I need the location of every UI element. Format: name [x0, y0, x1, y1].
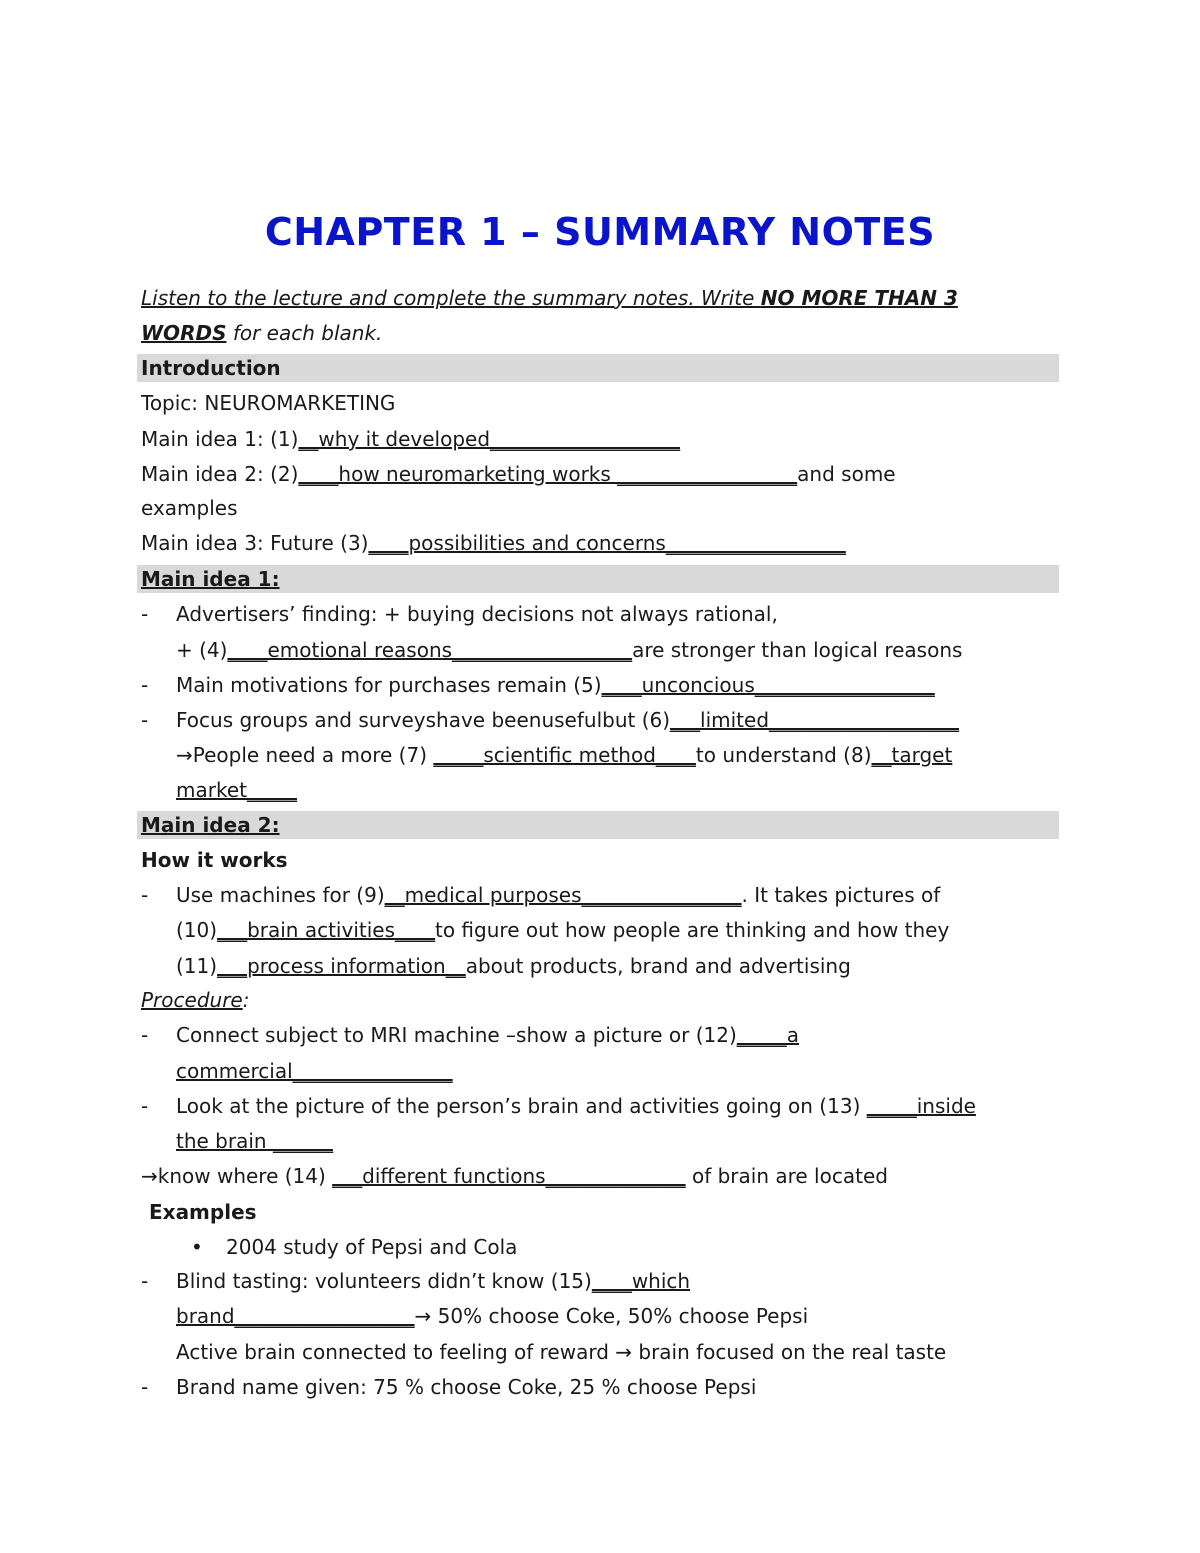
dash-marker: -	[141, 602, 149, 626]
procedure-heading: Procedure:	[141, 988, 250, 1012]
bullet-marker: •	[191, 1235, 203, 1259]
instructions-line-2	[141, 319, 382, 347]
section-heading-introduction: Introduction	[137, 354, 1059, 382]
answer-10: ___brain activities____	[217, 918, 435, 942]
main-idea-2-line: Main idea 2: (2)____how neuromarketing works __________________and some	[141, 462, 896, 486]
instructions-line-1	[141, 284, 958, 312]
brand-result-line: brand__________________→ 50% choose Coke, 50% choose Pepsi	[176, 1304, 809, 1328]
answer-15: ____which	[591, 1269, 691, 1293]
section-heading-main-idea-2: Main idea 2:	[137, 811, 1059, 839]
dash-marker: -	[141, 673, 149, 697]
answer-5: ____unconcious__________________	[601, 673, 935, 697]
blind-tasting-line: Blind tasting: volunteers didn’t know (15)____which	[176, 1269, 691, 1293]
process-information-line: (11)___process information__about products, brand and advertising	[176, 954, 851, 978]
answer-4: ____emotional reasons__________________	[227, 638, 633, 662]
answer-14: ___different functions______________	[332, 1164, 686, 1188]
inside-brain-continued: the brain ______	[176, 1129, 333, 1153]
dash-marker: -	[141, 1094, 149, 1118]
scientific-method-line: →People need a more (7) _____scientific method____to understand (8)__target	[176, 743, 953, 767]
main-idea-1-line: Main idea 1: (1)__why it developed___________________	[141, 427, 681, 451]
instructions-text: Listen to the lecture and complete the summary notes. Write	[141, 286, 761, 310]
dash-marker: -	[141, 883, 149, 907]
dash-marker: -	[141, 1023, 149, 1047]
commercial-continued: commercial________________	[176, 1059, 453, 1083]
know-where-line: →know where (14) ___different functions______________ of brain are located	[141, 1164, 888, 1188]
answer-6: ___limited___________________	[670, 708, 960, 732]
main-idea-2-continued: examples	[141, 496, 238, 520]
emotional-reasons-line: + (4)____emotional reasons__________________are stronger than logical reasons	[176, 638, 963, 662]
page-title: CHAPTER 1 – SUMMARY NOTES	[264, 210, 936, 254]
answer-8: __target	[871, 743, 953, 767]
connect-mri-line: Connect subject to MRI machine –show a picture or (12)_____a	[176, 1023, 800, 1047]
motivations-line: Main motivations for purchases remain (5)____unconcious__________________	[176, 673, 935, 697]
answer-12: _____a	[736, 1023, 800, 1047]
brain-activities-line: (10)___brain activities____to figure out how people are thinking and how they	[176, 918, 950, 942]
target-market-continued: market_____	[176, 778, 297, 802]
pepsi-study-line: 2004 study of Pepsi and Cola	[226, 1235, 518, 1259]
answer-11: ___process information__	[217, 954, 466, 978]
main-idea-3-line: Main idea 3: Future (3)____possibilities and concerns__________________	[141, 531, 846, 555]
section-heading-main-idea-1: Main idea 1:	[137, 565, 1059, 593]
advertisers-finding-line: Advertisers’ finding: + buying decisions not always rational,	[176, 602, 778, 626]
answer-2: ____how neuromarketing works __________________	[298, 462, 798, 486]
instructions-tail: for each blank.	[226, 321, 383, 345]
dash-marker: -	[141, 1269, 149, 1293]
answer-13: _____inside	[866, 1094, 976, 1118]
look-at-picture-line: Look at the picture of the person’s brain and activities going on (13) _____inside	[176, 1094, 976, 1118]
dash-marker: -	[141, 708, 149, 732]
answer-1: __why it developed___________________	[298, 427, 681, 451]
instructions-emphasis-2: WORDS	[141, 321, 227, 345]
answer-3: ____possibilities and concerns__________________	[368, 531, 846, 555]
brand-name-given-line: Brand name given: 75 % choose Coke, 25 % choose Pepsi	[176, 1375, 757, 1399]
answer-7: _____scientific method____	[433, 743, 696, 767]
examples-heading: Examples	[149, 1200, 257, 1224]
dash-marker: -	[141, 1375, 149, 1399]
focus-groups-line: Focus groups and surveyshave beenusefulbut (6)___limited___________________	[176, 708, 960, 732]
machines-line: Use machines for (9)__medical purposes________________. It takes pictures of	[176, 883, 941, 907]
active-brain-line: Active brain connected to feeling of reward → brain focused on the real taste	[176, 1340, 947, 1364]
instructions-emphasis: NO MORE THAN 3	[760, 286, 958, 310]
topic-line: Topic: NEUROMARKETING	[141, 391, 396, 415]
how-it-works-heading: How it works	[141, 848, 288, 872]
answer-9: __medical purposes________________	[384, 883, 742, 907]
